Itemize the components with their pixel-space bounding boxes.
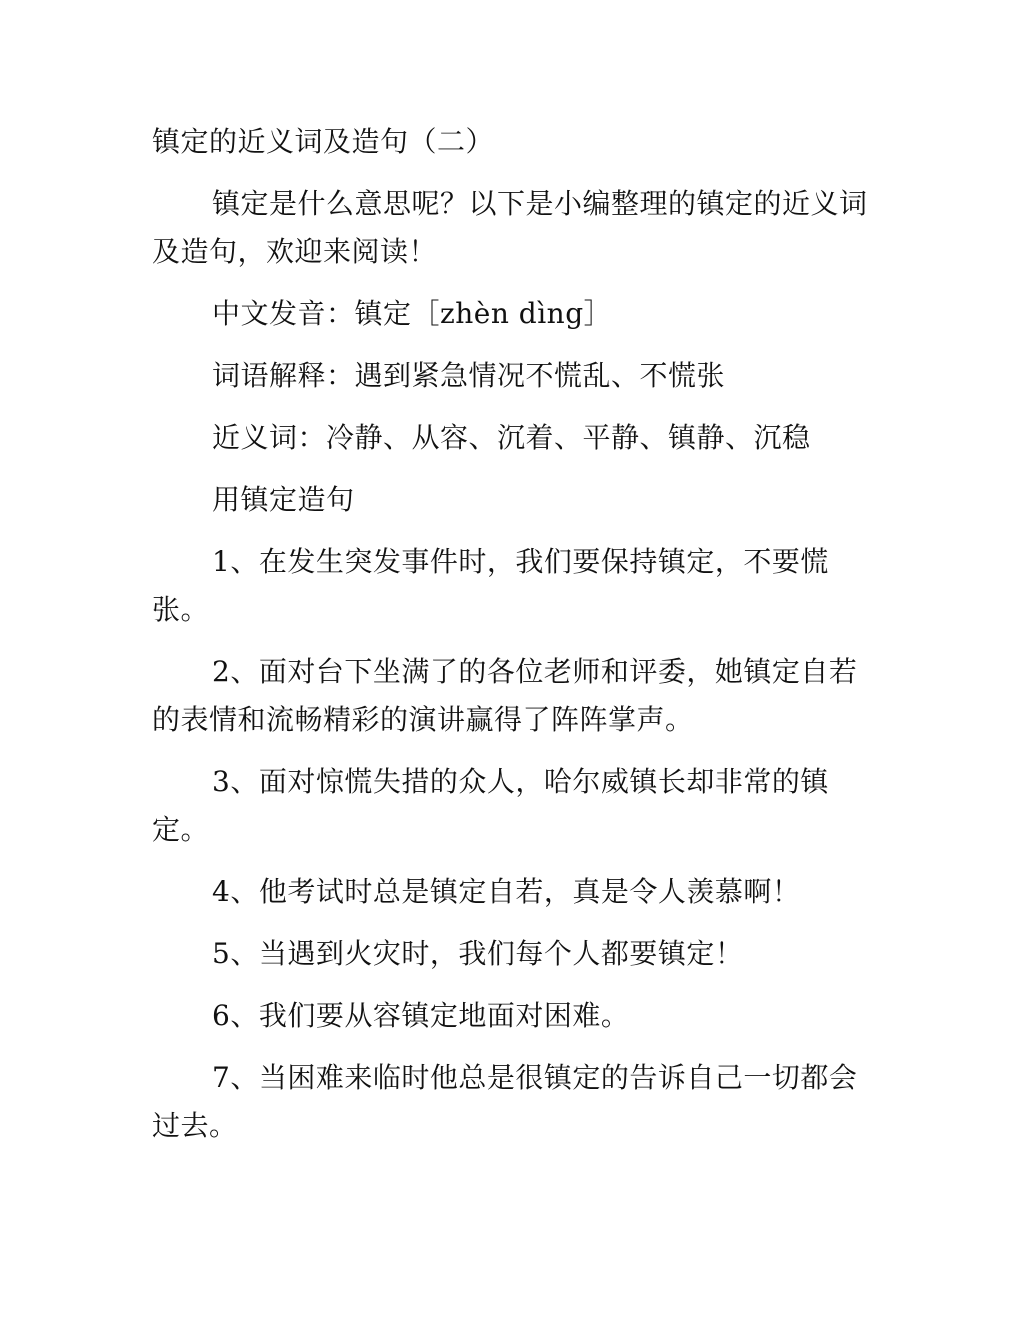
document-body: [152, 118, 872, 1164]
section-heading: 用镇定造句: [212, 483, 355, 516]
definition-line: 词语解释：遇到紧急情况不慌乱、不慌张: [212, 359, 726, 392]
example-sentence-2: 2、面对台下坐满了的各位老师和评委，她镇定自若的表情和流畅精彩的演讲赢得了阵阵掌声。: [152, 655, 858, 736]
example-sentence-4: 4、他考试时总是镇定自若，真是令人羡慕啊！: [212, 875, 801, 908]
synonyms-line: 近义词：冷静、从容、沉着、平静、镇静、沉稳: [212, 421, 811, 454]
pronunciation-line: 中文发音：镇定［zhèn dìng］: [212, 297, 613, 330]
example-sentence-7: 7、当困难来临时他总是很镇定的告诉自己一切都会过去。: [152, 1061, 858, 1142]
document-title: 镇定的近义词及造句（二）: [152, 125, 495, 158]
example-sentence-1: 1、在发生突发事件时，我们要保持镇定，不要慌张。: [152, 545, 829, 626]
intro-paragraph: 镇定是什么意思呢？以下是小编整理的镇定的近义词及造句，欢迎来阅读！: [152, 187, 868, 268]
example-sentence-3: 3、面对惊慌失措的众人，哈尔威镇长却非常的镇定。: [152, 765, 829, 846]
example-sentence-5: 5、当遇到火灾时，我们每个人都要镇定！: [212, 937, 744, 970]
example-sentence-6: 6、我们要从容镇定地面对困难。: [212, 999, 630, 1032]
